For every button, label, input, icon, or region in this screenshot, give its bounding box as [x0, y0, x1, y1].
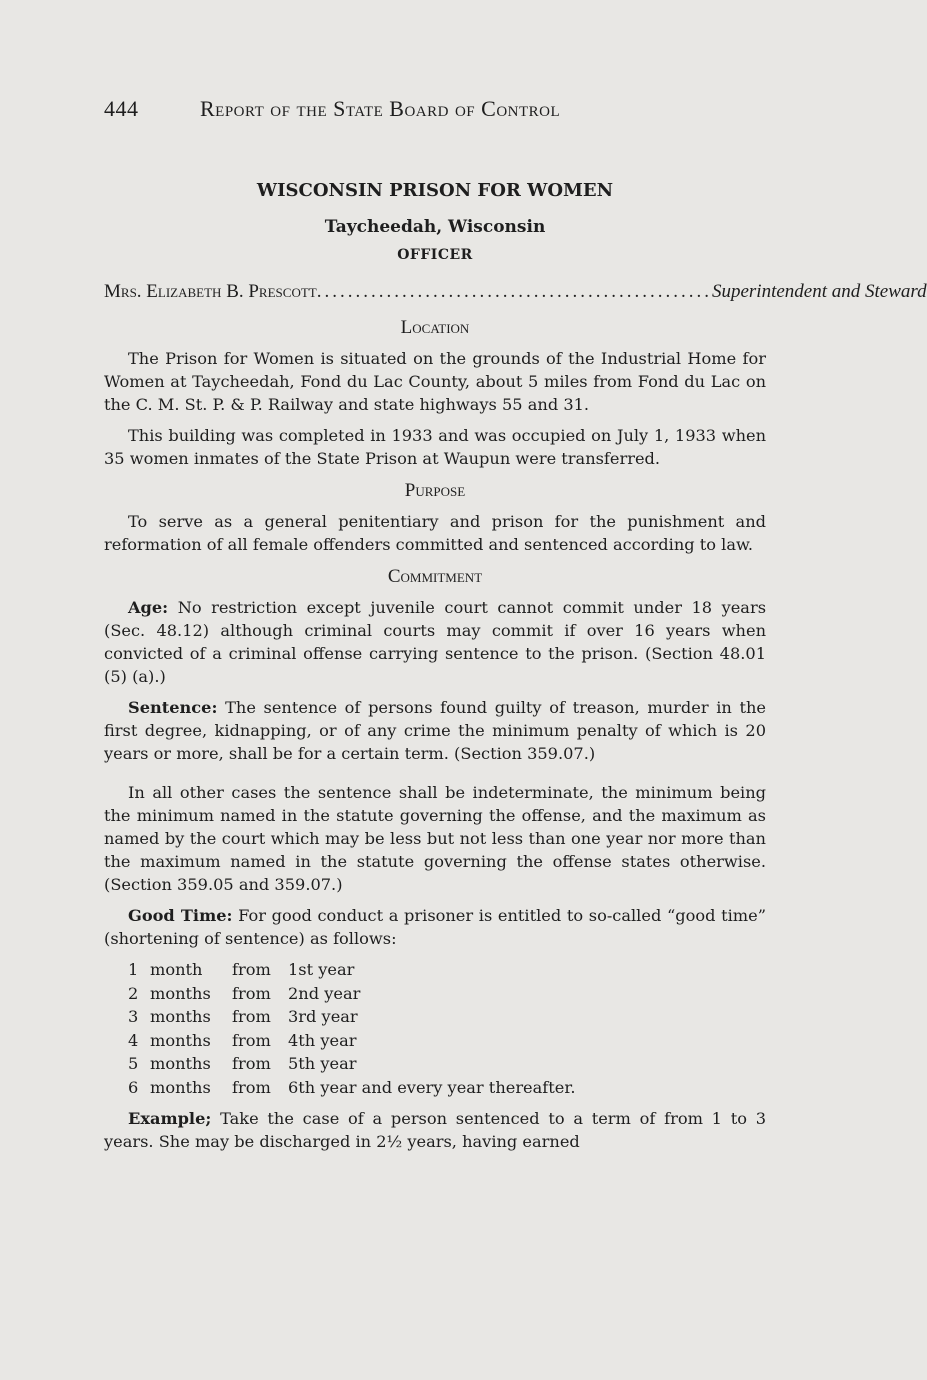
- table-row: [128, 1052, 583, 1076]
- officer-name: Mrs. Elizabeth B. Prescott: [104, 281, 317, 302]
- table-row: [128, 1029, 583, 1053]
- good-time-from: from: [232, 1030, 271, 1050]
- table-row: [128, 982, 583, 1006]
- good-time-unit: months: [150, 983, 211, 1003]
- table-row: [128, 1076, 583, 1100]
- location-paragraph-2: This building was completed in 1933 and was occupied on July 1, 1933 when 35 women inmates of the State Prison at Waupun were transferred.: [104, 426, 766, 468]
- good-time-year: 5th year: [288, 1054, 357, 1073]
- good-time-count: 5: [128, 1054, 139, 1073]
- example-label: Example;: [128, 1109, 212, 1128]
- leader-dots: ...................................................: [316, 281, 712, 302]
- good-time-count: 2: [128, 983, 139, 1003]
- good-time-from: from: [232, 1054, 271, 1073]
- good-time-from: from: [232, 1007, 271, 1026]
- good-time-from: from: [232, 1077, 271, 1097]
- good-time-year: 2nd year: [288, 983, 361, 1003]
- example-text: Take the case of a person sentenced to a term of from 1 to 3 years. She may be discharged in 2½ years, having earned: [104, 1109, 766, 1151]
- good-time-label: Good Time:: [128, 906, 233, 925]
- other-cases-paragraph: In all other cases the sentence shall be indeterminate, the minimum being the minimum named in the statute governing the offense, and the maximum as named by the court which may be less but not less than one year nor more than the maximum named in the statute governing the offense states otherwise. (Section 359.05 and 359.07.): [104, 783, 766, 894]
- location-paragraph-1: The Prison for Women is situated on the grounds of the Industrial Home for Women at Taycheedah, Fond du Lac County, about 5 miles from Fond du Lac on the C. M. St. P. & P. Railway and state highways 55 and 31.: [104, 349, 766, 414]
- document-subtitle: Taycheedah, Wisconsin: [324, 217, 546, 237]
- page-number: 444: [104, 96, 139, 121]
- good-time-unit: month: [150, 960, 203, 979]
- commitment-heading: Commitment: [387, 566, 483, 587]
- good-time-count: 3: [128, 1007, 139, 1026]
- sentence-text: The sentence of persons found guilty of treason, murder in the first degree, kidnapping, or of any crime the minimum penalty of which is 20 years or more, shall be for a certain term. (Section 359.07.): [104, 698, 766, 763]
- purpose-paragraph: To serve as a general penitentiary and prison for the punishment and reformation of all female offenders committed and sentenced according to law.: [104, 512, 766, 554]
- good-time-year: 6th year and every year thereafter.: [288, 1077, 576, 1097]
- good-time-unit: months: [150, 1007, 211, 1026]
- table-row: [128, 958, 583, 982]
- good-time-from: from: [232, 983, 271, 1003]
- sentence-paragraph: [104, 696, 766, 765]
- purpose-heading: Purpose: [404, 480, 466, 501]
- sentence-label: Sentence:: [128, 698, 218, 717]
- page-body: [104, 176, 927, 1161]
- table-row: [128, 1005, 583, 1029]
- officer-entry: [104, 280, 927, 303]
- age-text: No restriction except juvenile court cannot commit under 18 years (Sec. 48.12) although criminal courts may commit if over 16 years when convicted of a criminal offense carrying sentence to the prison. (Section 48.01 (5) (a).): [104, 598, 766, 686]
- good-time-count: 4: [128, 1030, 139, 1050]
- good-time-table: [128, 958, 583, 1099]
- good-time-unit: months: [150, 1077, 211, 1097]
- good-time-text: For good conduct a prisoner is entitled to so-called “good time” (shortening of sentence) as follows:: [104, 906, 766, 948]
- officer-heading: OFFICER: [397, 247, 473, 263]
- good-time-year: 1st year: [288, 960, 355, 979]
- document-title: WISCONSIN PRISON FOR WOMEN: [256, 180, 614, 201]
- location-heading: Location: [400, 317, 470, 338]
- running-header: [104, 96, 784, 122]
- good-time-year: 3rd year: [288, 1007, 358, 1026]
- good-time-unit: months: [150, 1030, 211, 1050]
- good-time-year: 4th year: [288, 1030, 357, 1050]
- example-paragraph: [104, 1107, 766, 1153]
- good-time-count: 1: [128, 960, 139, 979]
- age-paragraph: [104, 596, 766, 688]
- good-time-from: from: [232, 960, 271, 979]
- good-time-paragraph: [104, 904, 766, 950]
- good-time-unit: months: [150, 1054, 211, 1073]
- officer-role: Superintendent and Steward: [711, 281, 927, 302]
- good-time-count: 6: [128, 1077, 139, 1097]
- age-label: Age:: [128, 598, 169, 617]
- running-title: Report of the State Board of Control: [200, 96, 561, 121]
